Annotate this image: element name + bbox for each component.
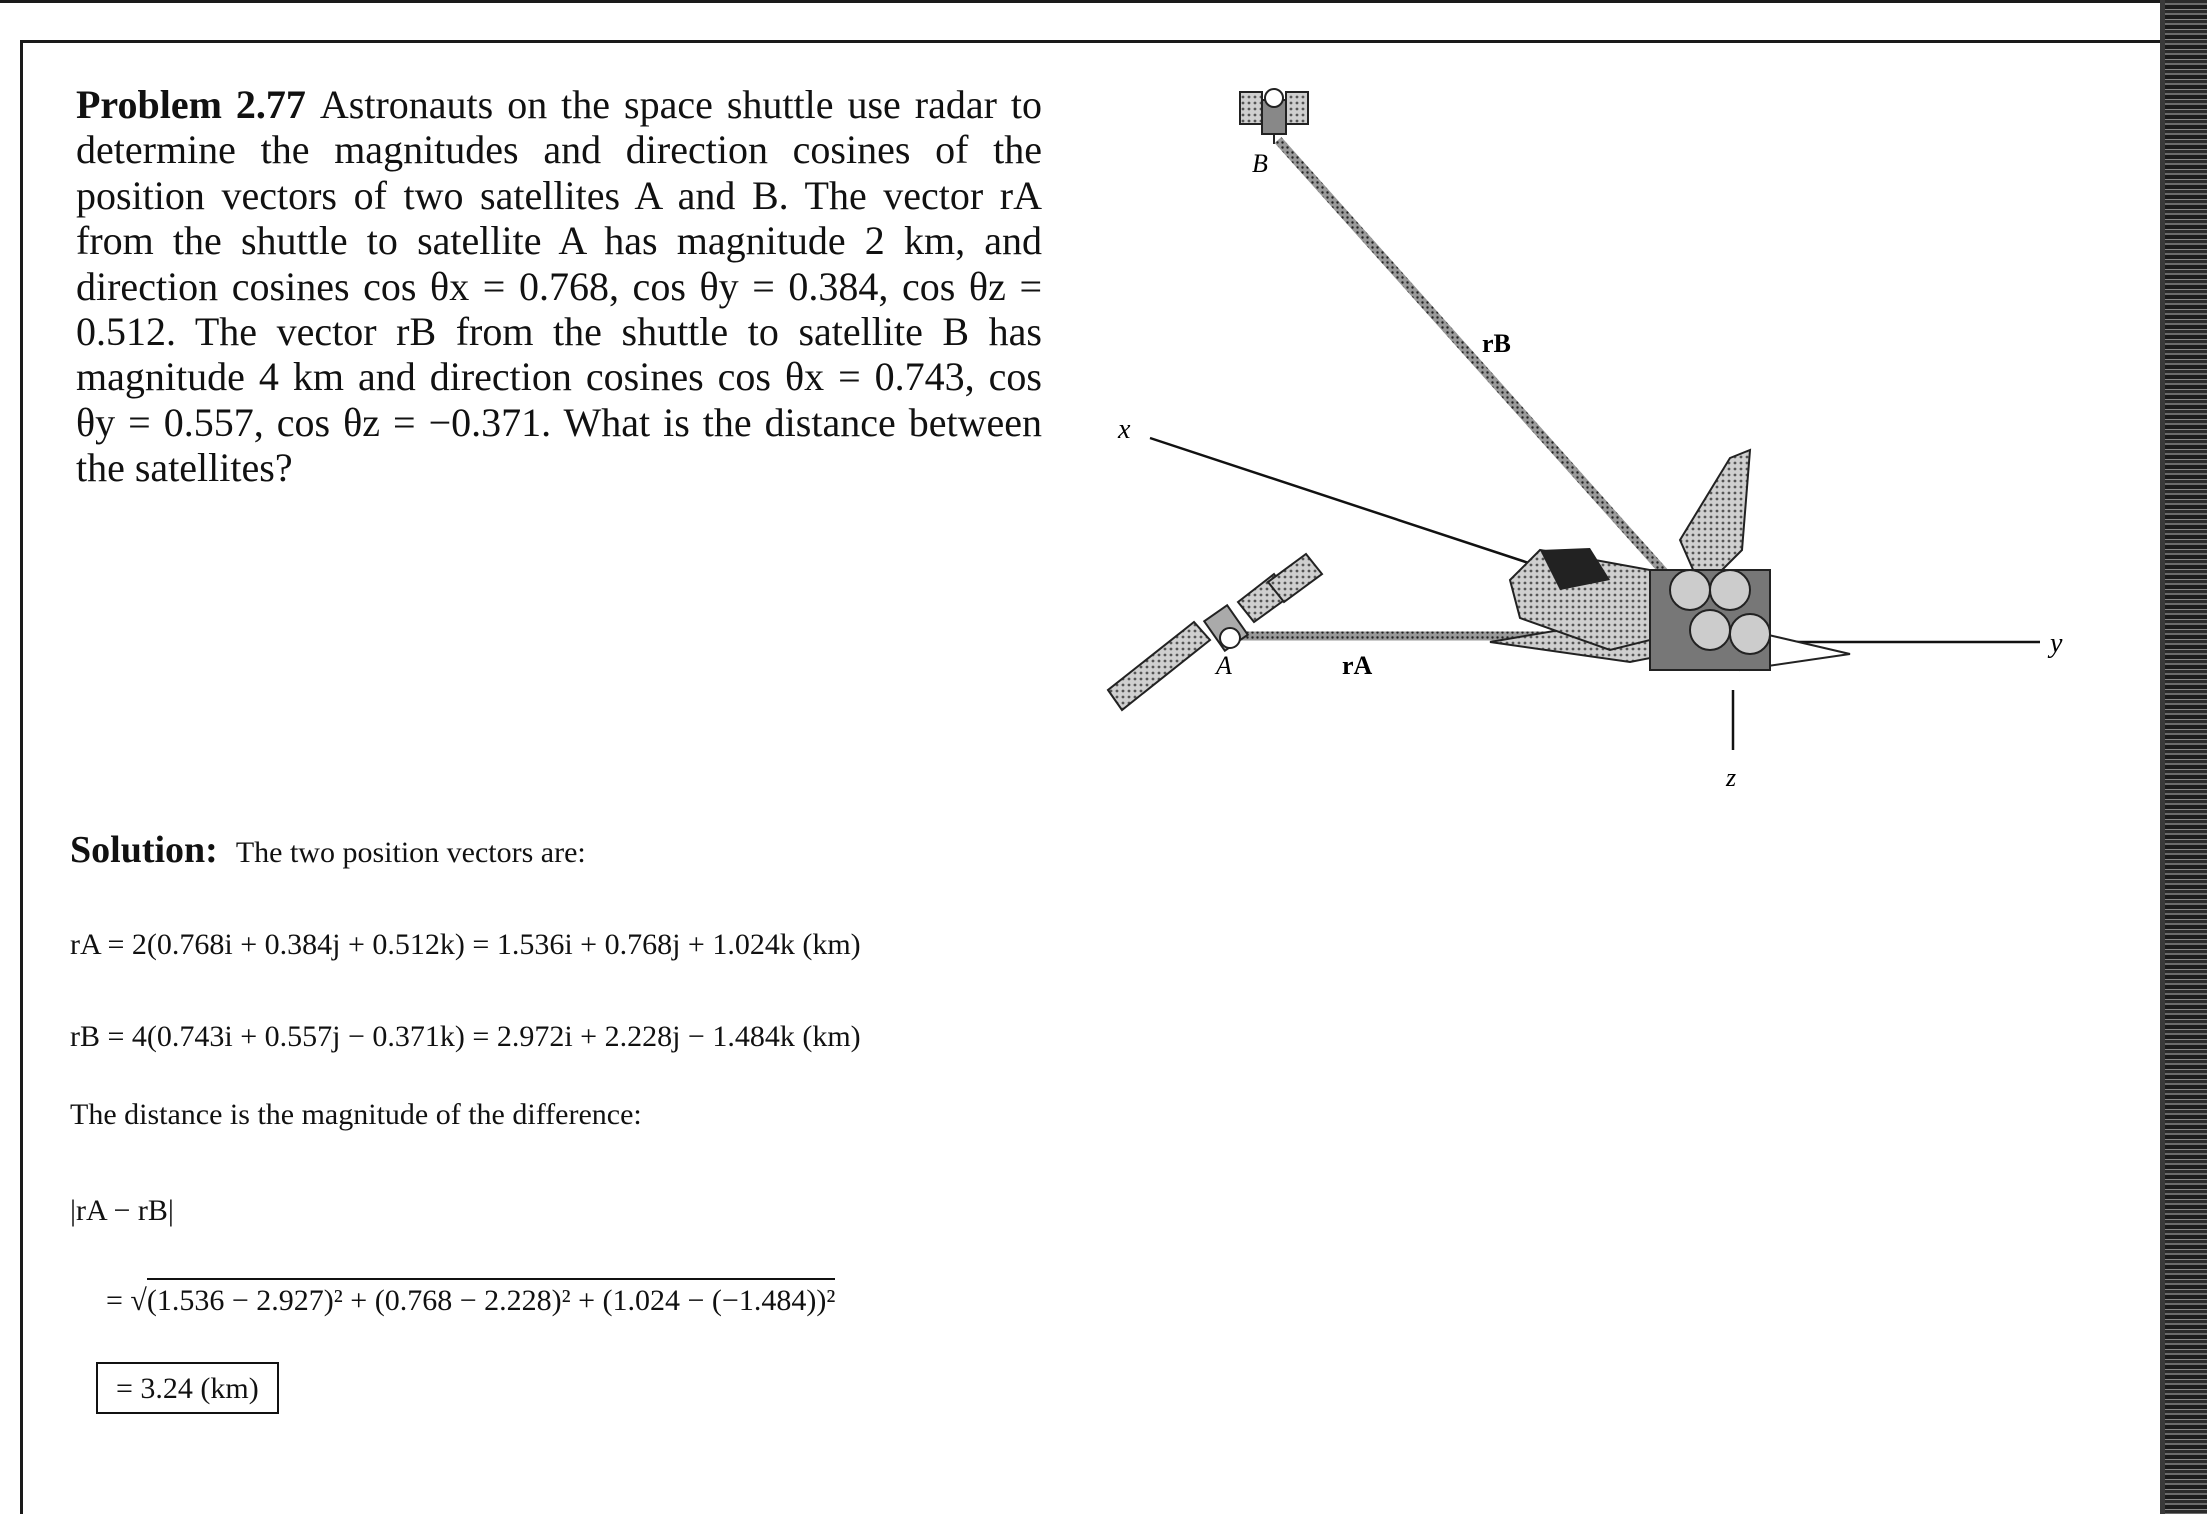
top-rule — [0, 0, 2170, 3]
label-b: B — [1252, 149, 1268, 178]
label-ra: rA — [1342, 651, 1373, 680]
problem-text: Astronauts on the space shuttle use radar to determine the magnitudes and direction cosines of the position vectors of two satellites A and B. The vector rA from the shuttle to satellite A has magnitude 2 km, and direction cosines cos θx = 0.768, cos θy = 0.384, cos θz = 0.512. The vector rB from the shuttle to satellite B has magnitude 4 km and direction cosines cos θx = 0.743, cos θy = 0.557, cos θz = −0.371. What is the distance between the satellites? — [76, 82, 1042, 491]
label-z: z — [1726, 763, 1737, 792]
shuttle-icon — [1490, 450, 1850, 670]
result-box: = 3.24 (km) — [96, 1362, 279, 1414]
equation-ra: rA = 2(0.768i + 0.384j + 0.512k) = 1.536i + 0.768j + 1.024k (km) — [70, 928, 861, 961]
solution-heading — [70, 828, 586, 872]
label-x: x — [1118, 414, 1131, 445]
shuttle-figure — [1090, 70, 2150, 810]
problem-statement — [76, 82, 1042, 491]
equation-magnitude: |rA − rB| — [70, 1194, 174, 1227]
solution-intro: The two position vectors are: — [235, 836, 586, 869]
distance-text: The distance is the magnitude of the difference: — [70, 1098, 642, 1131]
vector-rb — [1278, 140, 1680, 590]
left-rule — [20, 40, 23, 1514]
label-y: y — [2050, 628, 2063, 659]
label-a: A — [1216, 651, 1232, 680]
scan-edge — [2165, 0, 2207, 1514]
solution-label: Solution: — [70, 829, 218, 871]
equation-rb: rB = 4(0.743i + 0.557j − 0.371k) = 2.972i + 2.228j − 1.484k (km) — [70, 1020, 861, 1053]
sqrt-radicand: (1.536 − 2.927)² + (0.768 − 2.228)² + (1.024 − (−1.484))² — [147, 1278, 835, 1318]
equation-sqrt — [106, 1278, 835, 1318]
problem-label: Problem 2.77 — [76, 82, 306, 127]
satellite-b-icon — [1240, 89, 1308, 144]
x-axis — [1150, 438, 1550, 570]
label-rb: rB — [1482, 329, 1511, 358]
header-rule — [20, 40, 2170, 43]
sqrt-prefix: = √ — [106, 1284, 147, 1317]
